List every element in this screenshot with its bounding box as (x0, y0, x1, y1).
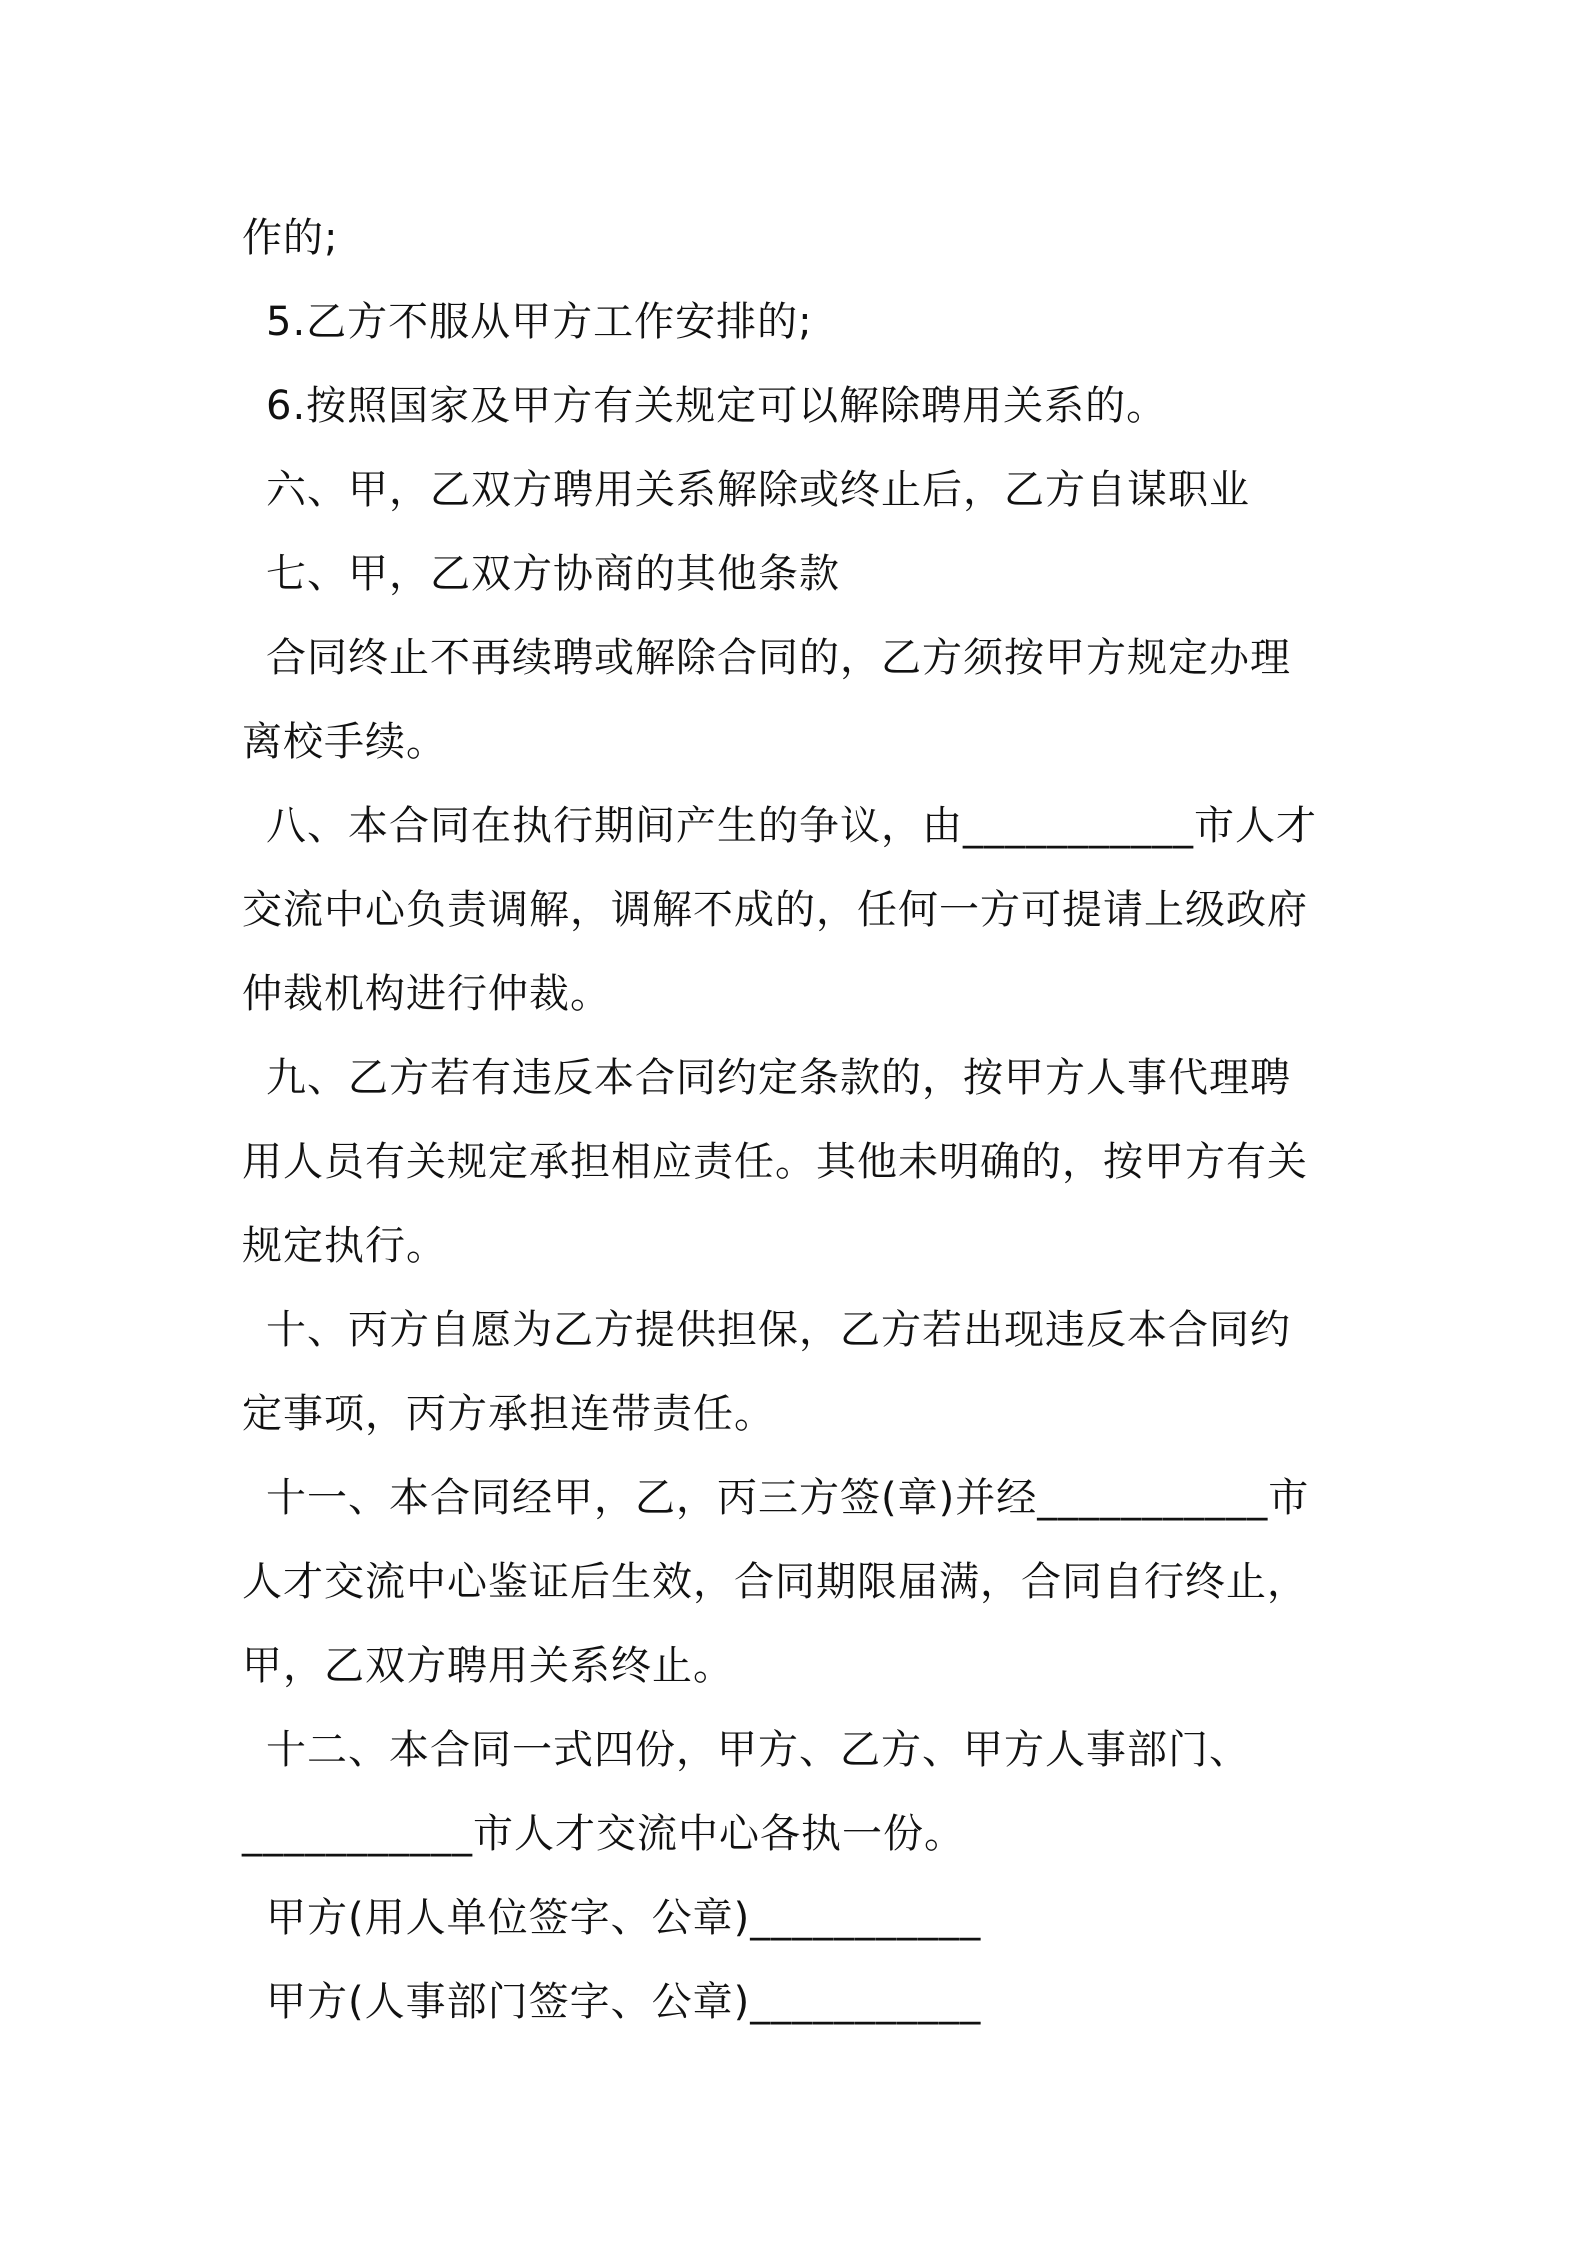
text-line: ___________市人才交流中心各执一份。 (242, 1811, 965, 1857)
text-line: 交流中心负责调解，调解不成的，任何一方可提请上级政府 (242, 887, 1308, 933)
text-line: 七、甲，乙双方协商的其他条款 (266, 551, 840, 597)
text-line: 人才交流中心鉴证后生效，合同期限届满，合同自行终止， (242, 1559, 1308, 1605)
signature-line-hr-department: 甲方(人事部门签字、公章)___________ (266, 1979, 982, 2025)
text-line: 合同终止不再续聘或解除合同的，乙方须按甲方规定办理 (266, 635, 1291, 681)
text-line: 6.按照国家及甲方有关规定可以解除聘用关系的。 (266, 383, 1168, 429)
document-page (242, 196, 1362, 2044)
text-line: 九、乙方若有违反本合同约定条款的，按甲方人事代理聘 (266, 1055, 1291, 1101)
text-line: 仲裁机构进行仲裁。 (242, 971, 611, 1017)
text-line: 规定执行。 (242, 1223, 447, 1269)
text-line: 5.乙方不服从甲方工作安排的; (266, 299, 813, 345)
text-line: 十、丙方自愿为乙方提供担保，乙方若出现违反本合同约 (266, 1307, 1291, 1353)
text-line: 十二、本合同一式四份，甲方、乙方、甲方人事部门、 (266, 1727, 1250, 1773)
text-line: 十一、本合同经甲，乙，丙三方签(章)并经___________市 (266, 1475, 1310, 1521)
signature-line-employer: 甲方(用人单位签字、公章)___________ (266, 1895, 982, 1941)
text-line: 六、甲，乙双方聘用关系解除或终止后，乙方自谋职业 (266, 467, 1250, 513)
text-line: 八、本合同在执行期间产生的争议，由___________市人才 (266, 803, 1317, 849)
text-line: 定事项，丙方承担连带责任。 (242, 1391, 775, 1437)
text-line: 作的; (242, 215, 339, 261)
text-line: 用人员有关规定承担相应责任。其他未明确的，按甲方有关 (242, 1139, 1308, 1185)
text-line: 离校手续。 (242, 719, 447, 765)
text-line: 甲，乙双方聘用关系终止。 (242, 1643, 734, 1689)
